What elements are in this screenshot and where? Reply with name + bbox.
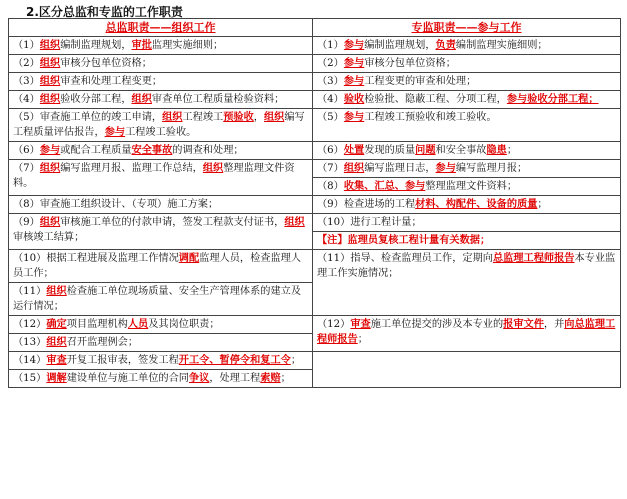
chief-duty-cell — [9, 352, 313, 370]
duty-text: （2） — [317, 58, 344, 69]
chief-duty-cell — [9, 109, 313, 142]
duties-body — [9, 37, 621, 388]
duty-text: 编写监理日志， — [364, 163, 436, 174]
chief-duty-cell — [9, 142, 313, 160]
specialist-duty-cell — [313, 91, 621, 109]
duty-text: （12） — [317, 319, 351, 330]
duty-text: （5） — [317, 112, 344, 123]
highlighted-text: 预验收 — [223, 111, 254, 123]
highlighted-text: 参与 — [104, 126, 126, 138]
chief-duty-cell — [9, 283, 313, 316]
highlighted-text: 组织 — [343, 162, 365, 174]
chief-duty-cell — [9, 73, 313, 91]
duty-text: 工程竣工预验收和竣工验收。 — [364, 112, 497, 123]
duty-text: （7） — [13, 163, 40, 174]
duty-text: 编制监理实施细则； — [455, 40, 548, 51]
specialist-duty-cell — [313, 316, 621, 352]
specialist-duty-cell — [313, 142, 621, 160]
duty-text: （11） — [13, 286, 47, 297]
duty-text: ； — [537, 199, 548, 210]
highlighted-text: 审查 — [350, 318, 371, 330]
duty-text: ； — [280, 373, 291, 384]
duty-text: 开复工报审表，签发工程 — [66, 355, 179, 366]
duty-text: 检查施工单位现场质量、安全生产管理体系的建立及运行情况； — [13, 286, 302, 312]
specialist-duty-cell — [313, 73, 621, 91]
duty-text: （2） — [13, 58, 40, 69]
duty-text: 本专业监理工作实施情况； — [317, 253, 616, 279]
specialist-duty-cell — [313, 37, 621, 55]
highlighted-text: 总监理工程师报告 — [492, 252, 575, 264]
duty-text: 检验批、隐蔽工程、分项工程， — [364, 94, 507, 105]
highlighted-text: 开工令、暂停令和复工令 — [178, 354, 291, 366]
chief-duty-cell — [9, 91, 313, 109]
duty-text: （9）检查进场的工程 — [317, 199, 416, 210]
duty-text: ； — [290, 355, 302, 366]
chief-duty-cell — [9, 334, 313, 352]
duty-text: （12） — [13, 319, 47, 330]
duty-text: 审核分包单位资格； — [364, 58, 456, 69]
specialist-duty-cell — [313, 109, 621, 142]
highlighted-text: 材料、构配件、设备的质量 — [415, 198, 538, 210]
highlighted-text: 组织 — [162, 111, 183, 123]
highlighted-text: 组织 — [39, 162, 61, 174]
duty-text: 和安全事故 — [435, 145, 487, 156]
duty-text: （4） — [317, 94, 344, 105]
duty-text: 监理人员，检查监理人员工作； — [13, 253, 302, 279]
table-row — [9, 214, 621, 232]
highlighted-text: 验收 — [343, 93, 365, 105]
highlighted-text: 索赔 — [260, 372, 281, 384]
highlighted-text: 负责 — [435, 39, 456, 51]
highlighted-text: 参与 — [343, 75, 365, 87]
duty-text: （9） — [13, 217, 40, 228]
highlighted-text: 调解 — [46, 372, 67, 384]
duty-text: （1） — [13, 40, 40, 51]
highlighted-text: 参与 — [343, 111, 365, 123]
duty-text: ， — [253, 112, 264, 123]
table-row — [9, 316, 621, 334]
duties-table — [8, 18, 621, 388]
duty-text: 审核竣工结算； — [13, 232, 85, 243]
duty-text: 整理监理文件资料。 — [13, 163, 295, 189]
duty-text: 审核分包单位资格； — [60, 58, 152, 69]
duty-text: （14） — [13, 355, 47, 366]
duty-text: （10）进行工程计量； — [317, 217, 422, 228]
duty-text: 发现的质量 — [364, 145, 416, 156]
duty-text: ； — [506, 145, 518, 156]
specialist-duty-cell — [313, 214, 621, 232]
chief-duty-cell — [9, 160, 313, 196]
duty-text: 编写监理月报、监理工作总结， — [60, 163, 203, 174]
chief-duty-cell — [9, 214, 313, 250]
highlighted-text: 组织 — [39, 57, 61, 69]
duty-text: 编制监理规划， — [60, 40, 132, 51]
highlighted-text: 处置 — [343, 144, 365, 156]
duty-text: 审查和处理工程变更； — [60, 76, 163, 87]
highlighted-text: 【注】监理员复核工程计量有关数据； — [317, 234, 491, 246]
duty-text: （4） — [13, 94, 40, 105]
duty-text: 编写监理月报； — [455, 163, 528, 174]
highlighted-text: 审批 — [131, 39, 152, 51]
duty-text: （7） — [317, 163, 344, 174]
duty-text: 工程竣工 — [182, 112, 224, 123]
duty-text: （3） — [13, 76, 40, 87]
duty-text: 整理监理文件资料； — [425, 181, 518, 192]
duty-text: 及其岗位职责； — [148, 319, 220, 330]
duty-text: （15） — [13, 373, 47, 384]
specialist-duty-cell — [313, 55, 621, 73]
duty-text: （11）指导、检查监理员工作，定期向 — [317, 253, 493, 264]
duty-text: ； — [357, 334, 368, 345]
highlighted-text: 组织 — [131, 93, 152, 105]
header-chief-duties: 总监职责——组织工作 — [9, 19, 313, 37]
highlighted-text: 确定 — [46, 318, 67, 330]
table-row — [9, 109, 621, 142]
duty-text: 验收分部工程， — [60, 94, 132, 105]
table-row — [9, 55, 621, 73]
specialist-duty-cell — [313, 178, 621, 196]
highlighted-text: 问题 — [415, 144, 436, 156]
highlighted-text: 向总监理工程师报告 — [317, 318, 616, 345]
duty-text: （5）审查施工单位的竣工申请， — [13, 112, 163, 123]
highlighted-text: 组织 — [39, 216, 61, 228]
highlighted-text: 调配 — [178, 252, 200, 264]
duty-text: 或配合工程质量 — [60, 145, 132, 156]
specialist-duty-cell — [313, 250, 621, 316]
chief-duty-cell — [9, 55, 313, 73]
duty-text: （6） — [13, 145, 40, 156]
specialist-duty-cell — [313, 196, 621, 214]
duty-text: 审查单位工程质量检验资料； — [151, 94, 285, 105]
highlighted-text: 组织 — [284, 216, 305, 228]
highlighted-text: 人员 — [127, 318, 149, 330]
table-row — [9, 73, 621, 91]
highlighted-text: 报审文件 — [503, 318, 544, 330]
specialist-duty-cell — [313, 232, 621, 250]
specialist-duty-cell-empty — [313, 352, 621, 388]
highlighted-text: 组织 — [39, 93, 61, 105]
highlighted-text: 组织 — [39, 75, 61, 87]
highlighted-text: 组织 — [202, 162, 224, 174]
chief-duty-cell — [9, 37, 313, 55]
duty-text: （8） — [317, 181, 344, 192]
chief-duty-cell — [9, 316, 313, 334]
duty-text: （3） — [317, 76, 344, 87]
table-row — [9, 91, 621, 109]
section-title: 2.区分总监和专监的工作职责 — [26, 5, 183, 19]
table-row — [9, 37, 621, 55]
table-row — [9, 160, 621, 178]
table-row — [9, 142, 621, 160]
highlighted-text: 审查 — [46, 354, 67, 366]
highlighted-text: 参与验收分部工程； — [506, 93, 599, 105]
duty-text: ，并 — [543, 319, 565, 330]
table-row — [9, 196, 621, 214]
highlighted-text: 收集、汇总、参与 — [343, 180, 426, 192]
duty-text: 项目监理机构 — [66, 319, 128, 330]
header-row — [9, 19, 621, 37]
duty-text: 工程变更的审查和处理； — [364, 76, 477, 87]
highlighted-text: 争议 — [188, 372, 210, 384]
header-specialist-duties: 专监职责——参与工作 — [313, 19, 621, 37]
duty-text: 监理实施细则； — [151, 40, 224, 51]
duty-text: （10）根据工程进展及监理工作情况 — [13, 253, 179, 264]
duty-text: 的调查和处理； — [172, 145, 244, 156]
highlighted-text: 组织 — [46, 285, 67, 297]
duty-text: 施工单位提交的涉及本专业的 — [370, 319, 504, 330]
duty-text: （13） — [13, 337, 47, 348]
duty-text: 召开监理例会； — [66, 337, 139, 348]
highlighted-text: 参与 — [343, 57, 365, 69]
chief-duty-cell — [9, 196, 313, 214]
highlighted-text: 参与 — [435, 162, 456, 174]
chief-duty-cell — [9, 250, 313, 283]
duty-text: 审核施工单位的付款申请，签发工程款支付证书， — [60, 217, 285, 228]
specialist-duty-cell — [313, 160, 621, 178]
duty-text: （1） — [317, 40, 344, 51]
highlighted-text: 参与 — [343, 39, 365, 51]
table-row — [9, 250, 621, 283]
duty-text: 工程竣工验收。 — [125, 127, 197, 138]
highlighted-text: 参与 — [39, 144, 61, 156]
highlighted-text: 组织 — [263, 111, 285, 123]
highlighted-text: 安全事故 — [131, 144, 173, 156]
highlighted-text: 组织 — [46, 336, 67, 348]
duty-text: ，处理工程 — [209, 373, 261, 384]
duty-text: 编写工程质量评估报告， — [13, 112, 305, 138]
duty-text: （6） — [317, 145, 344, 156]
duty-text: 编制监理规划， — [364, 40, 436, 51]
table-row — [9, 352, 621, 370]
highlighted-text: 隐患 — [486, 144, 507, 156]
duty-text: 建设单位与施工单位的合同 — [66, 373, 189, 384]
highlighted-text: 组织 — [39, 39, 61, 51]
chief-duty-cell — [9, 370, 313, 388]
duty-text: （8）审查施工组织设计、（专项）施工方案； — [13, 199, 219, 210]
